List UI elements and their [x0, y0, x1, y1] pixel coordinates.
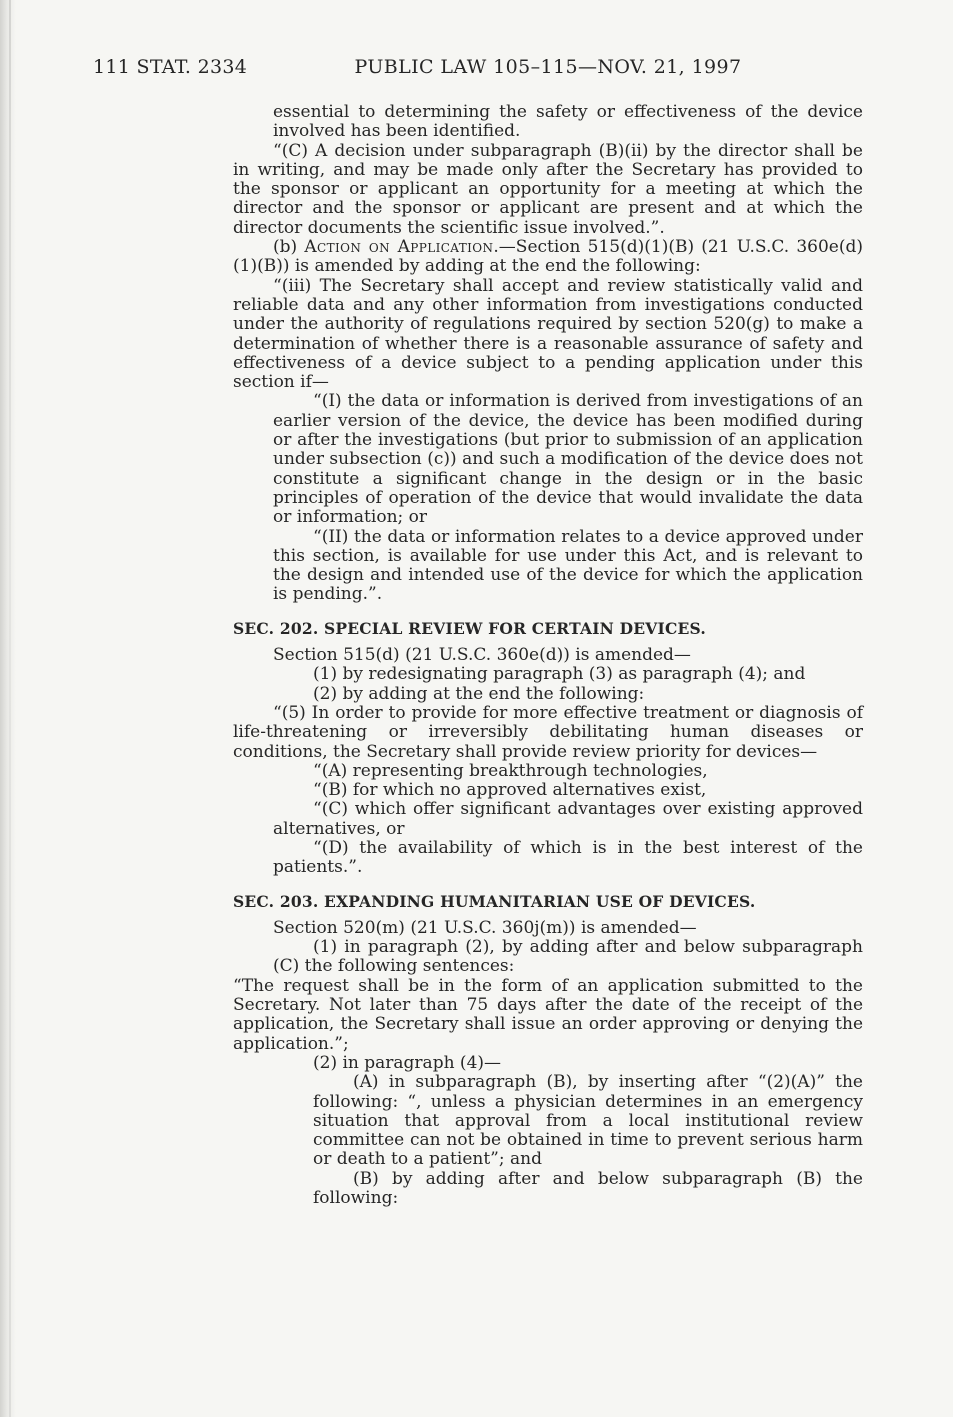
scan-gutter-shadow [0, 0, 16, 1417]
law-title-header: PUBLIC LAW 105–115—NOV. 21, 1997 [354, 56, 742, 78]
document-body [233, 103, 863, 1208]
scan-gutter-line [9, 0, 11, 1417]
statute-paragraph: “(C) A decision under subparagraph (B)(ii) by the director shall be in writing, and may be made only after the Secretary has provided to the sponsor or applicant an opportunity for a meeting at which the director and the sponsor or applicant are present and at which the director documents the scientific issue involved.”. [233, 140, 863, 238]
statute-paragraph: Section 515(d) (21 U.S.C. 360e(d)) is amended— [273, 645, 691, 666]
statute-paragraph: (1) in paragraph (2), by adding after and below subparagraph (C) the following sentences: [273, 937, 863, 977]
statute-paragraph: Section 520(m) (21 U.S.C. 360j(m)) is amended— [273, 917, 697, 938]
statute-paragraph: essential to determining the safety or effectiveness of the device involved has been identified. [273, 102, 863, 142]
statute-paragraph: “(iii) The Secretary shall accept and review statistically valid and reliable data and any other information from investigations conducted under the authority of regulations required by section 520(g) to make a determination of whether there is a reasonable assurance of safety and effectiveness of a device subject to a pending application under this section if— [233, 275, 863, 393]
small-caps-label: Action on Application [304, 237, 494, 258]
page-stat-number: 111 STAT. 2334 [93, 56, 248, 78]
statute-paragraph: (1) by redesignating paragraph (3) as paragraph (4); and [313, 664, 806, 685]
section-heading: SEC. 203. EXPANDING HUMANITARIAN USE OF DEVICES. [233, 891, 756, 911]
statute-paragraph: “(D) the availability of which is in the best interest of the patients.”. [273, 837, 863, 878]
statute-paragraph: (2) by adding at the end the following: [313, 683, 645, 704]
statute-paragraph: “(5) In order to provide for more effective treatment or diagnosis of life-threatening or irreversibly debilitating human diseases or conditions, the Secretary shall provide review priority for devices— [233, 702, 863, 762]
statute-paragraph: “The request shall be in the form of an application submitted to the Secretary. Not later than 75 days after the date of the receipt of the application, the Secretary shall issue an order approving or denying the application.”; [233, 975, 863, 1054]
statute-paragraph: (B) by adding after and below subparagraph (B) the following: [313, 1168, 863, 1209]
statute-paragraph: “(A) representing breakthrough technologies, [313, 760, 708, 781]
statute-paragraph: “(B) for which no approved alternatives exist, [313, 780, 707, 801]
statute-paragraph: (A) in subparagraph (B), by inserting after “(2)(A)” the following: “, unless a physician determines in an emergency situation that approval from a local institutional review committee can not be obtained in time to prevent serious harm or death to a patient”; and [313, 1072, 863, 1170]
statute-paragraph: “(I) the data or information is derived from investigations of an earlier version of the device, the device has been modified during or after the investigations (but prior to submission of an application under subsection (c)) and such a modification of the device does not constitute a significant change in the design or in the basic principles of operation of the device that would invalidate the data or information; or [273, 391, 863, 528]
statute-paragraph: (2) in paragraph (4)— [313, 1052, 502, 1073]
statute-paragraph: “(C) which offer significant advantages over existing approved alternatives, or [273, 799, 863, 839]
statute-paragraph: (b) Action on Application.—Section 515(d)(1)(B) (21 U.S.C. 360e(d)(1)(B)) is amended by adding at the end the following: [233, 237, 863, 277]
section-heading: SEC. 202. SPECIAL REVIEW FOR CERTAIN DEVICES. [233, 618, 706, 638]
statute-paragraph: “(II) the data or information relates to a device approved under this section, is available for use under this Act, and is relevant to the design and intended use of the device for which the application is pending.”. [273, 526, 863, 605]
